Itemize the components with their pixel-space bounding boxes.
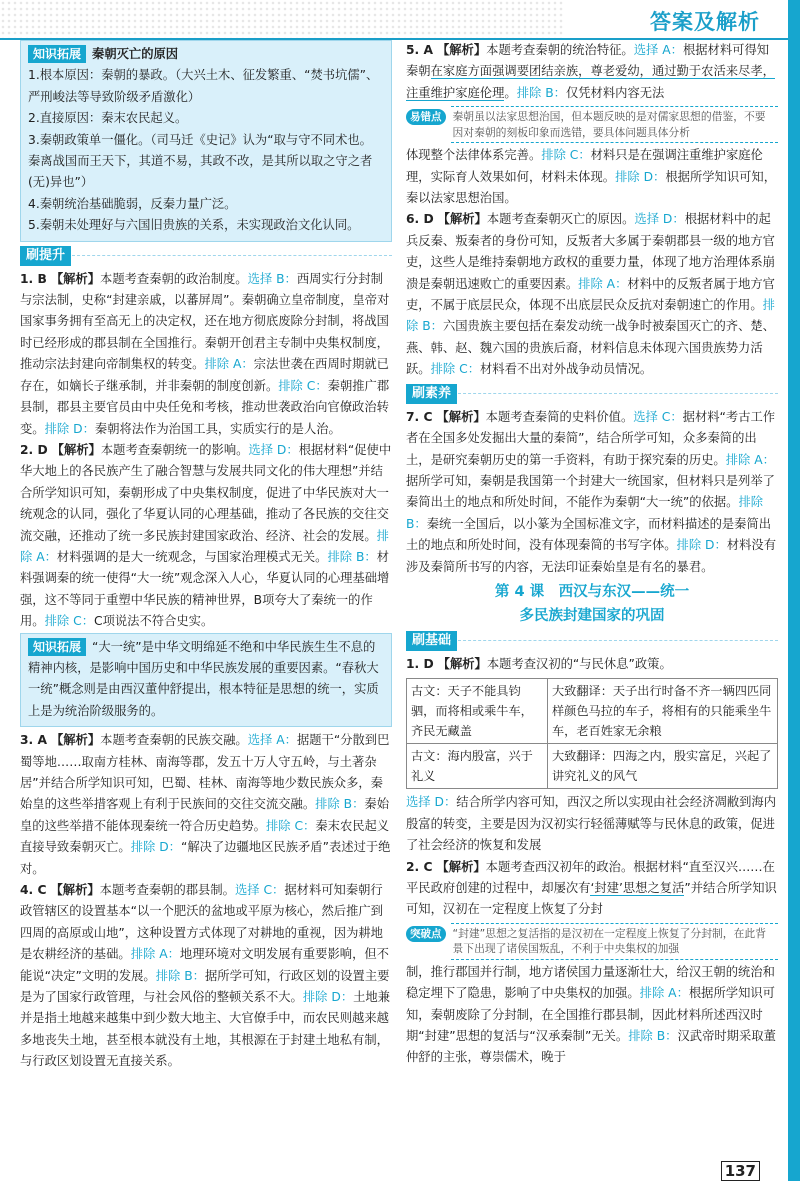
knowledge-title: 秦朝灭亡的原因 (92, 47, 179, 61)
answer-r1-cont: 选择 D：结合所学内容可知，西汉之所以实现由社会经济凋敝到海内殷富的转变，主要是因为汉初实行轻徭薄赋等与民休息的政策，促进了社会经济的恢复和发展 (406, 795, 777, 853)
knowledge-item: 4.秦朝统治基础脆弱，反秦力量广泛。 (28, 196, 237, 211)
knowledge-text: “大一统”是中华文明绵延不绝和中华民族生生不息的精神内核，是影响中国历史和中华民族发展的重要因素。“春秋大一统”概念则是由西汉董仲舒提出，根本特征是思想的统一，实质上是为统治阶级服务的。 (28, 639, 379, 718)
knowledge-tag: 知识拓展 (28, 45, 86, 63)
tip-badge: 易错点 (406, 109, 446, 125)
knowledge-item: 5.秦朝未处理好与六国旧贵族的关系，未实现政治文化认同。 (28, 218, 360, 233)
knowledge-box-unity (20, 633, 392, 728)
answer-r2-cont: 制，推行郡国并行制，地方诸侯国力量逐渐壮大，给汉王朝的统治和稳定埋下了隐患，影响了中央集权的加强。排除 A：根据所学知识可知，秦朝废除了分封制，在全国推行郡县制，因此材料所述西汉时期“封建”思想的复活与“汉承秦制”无关。排除 B：汉武帝时期采取董仲舒的主张，尊崇儒术，晚于 (406, 964, 776, 1065)
answer-3: 3. A 【解析】本题考查秦朝的民族交融。选择 A：据题干“分散到巴蜀等地……取南方桂林、南海等郡，发五十万人守五岭，与土著杂居”并结合所学知识可知，巴蜀、桂林、南海等地少数民族众多，秦始皇的这些举措客观上有利于民族间的交往交流交融。排除 B：秦始皇的这些举措不能体现秦统一符合历史趋势。排除 C：秦末农民起义直接导致秦朝灭亡。排除 D：“解决了边疆地区民族矛盾”表述过于绝对。 (20, 733, 391, 876)
tip-error-prone (406, 106, 778, 143)
knowledge-tag: 知识拓展 (28, 638, 86, 656)
tip-text: “封建”思想之复活指的是汉初在一定程度上恢复了分封制，在此背景下出现了诸侯国叛乱，不利于中央集权的加强 (451, 923, 779, 960)
knowledge-item: 3.秦朝政策单一僵化。（司马迁《史记》认为“取与守不同术也。秦离战国而王天下，其道不易，其政不改，是其所以取之守之者(无)异也”） (28, 132, 373, 190)
section-heading-basic: 刷基础 (406, 630, 778, 652)
section-heading-improve: 刷提升 (20, 245, 392, 267)
side-color-bar (788, 0, 800, 1181)
answer-r2: 2. C 【解析】本题考查西汉初年的政治。根据材料“直至汉兴……在平民政府创建的过程中，却屡次有‘封建’思想之复活”并结合所学知识可知，汉初在一定程度上恢复了分封 (406, 859, 777, 917)
lesson-title: 第 4 课 西汉与东汉——统一 多民族封建国家的巩固 (494, 583, 690, 624)
knowledge-item: 2.直接原因：秦末农民起义。 (28, 111, 188, 126)
answer-5-cont: 体现整个法律体系完善。排除 C：材料只是在强调注重维护家庭伦理，实际育人效果如何，材料未体现。排除 D：根据所学知识可知，秦以法家思想治国。 (406, 148, 777, 206)
left-column (20, 40, 392, 1073)
answer-5: 5. A 【解析】本题考查秦朝的统治特征。选择 A：根据材料可得知秦朝在家庭方面强调要团结亲族，尊老爱幼，通过勤于农活来尽孝，注重维护家庭伦理。排除 B：仅凭材料内容无法 (406, 43, 775, 100)
table-cell: 大致翻译：四海之内，殷实富足，兴起了讲究礼义的风气 (547, 744, 777, 789)
tip-breakthrough (406, 923, 778, 960)
table-row (407, 744, 778, 789)
header-dot-pattern (0, 0, 565, 40)
table-row (407, 679, 778, 744)
answer-r1: 1. D 【解析】本题考查汉初的“与民休息”政策。 (406, 656, 672, 671)
answer-1: 1. B 【解析】本题考查秦朝的政治制度。选择 B：西周实行分封制与宗法制，史称“封建亲戚，以蕃屏周”。秦朝确立皇帝制度，皇帝对国家事务拥有至高无上的决定权，还在地方彻底废除分封制，将战国时已经形成的郡县制在全国推行。秦朝开创君主专制中央集权制度，推动宗法封建向帝制集权的转变。排除 A：宗法世袭在西周时期就已存在，如嫡长子继承制，并非秦朝的制度创新。排除 C：秦朝推广郡县制，郡县主要官员由中央任免和考核，推动世袭政治向官僚政治转变。排除 D：秦朝将法作为治国工具，实质实行的是人治。 (20, 271, 390, 436)
table-cell: 古文：海内殷富，兴于礼义 (407, 744, 548, 789)
answer-6: 6. D 【解析】本题考查秦朝灭亡的原因。选择 D：根据材料中的起兵反秦、叛秦者的身份可知，反叛者大多属于秦朝郡县一级的地方官吏，这些人是维持秦朝地方政权的重要力量，体现了地方治理体系崩溃是秦朝迅速败亡的重要因素。排除 A：材料中的反叛者属于地方官吏，不属于底层民众，体现不出底层民众反抗对秦朝速亡的作用。排除 B：六国贵族主要包括在秦发动统一战争时被秦国灭亡的齐、楚、燕、韩、赵、魏六国的贵族后裔，材料信息未体现六国贵族势力活跃。排除 C：材料看不出对外战争动员情况。 (406, 212, 775, 377)
section-heading-literacy: 刷素养 (406, 383, 778, 405)
page-number: 137 (721, 1161, 760, 1181)
knowledge-item: 1.根本原因：秦朝的暴政。（大兴土木、征发繁重、“焚书坑儒”、严刑峻法等导致阶级矛盾激化） (28, 68, 379, 104)
tip-text: 秦朝虽以法家思想治国，但本题反映的是对儒家思想的借鉴，不要因对秦朝的刻板印象而选错，要具体问题具体分析 (451, 106, 779, 143)
answer-4: 4. C 【解析】本题考查秦朝的郡县制。选择 C：据材料可知秦朝行政管辖区的设置基本“以一个肥沃的盆地或平原为核心，然后推广到四周的高原或山地”，这种设置方式体现了对耕地的重视，因为耕地是农耕经济的基础。排除 A：地理环境对文明发展有重要影响，但不能说“决定”文明的发展。排除 B：据所学可知，行政区划的设置主要是为了国家行政管理，与社会风俗的整顿关系不大。排除 D：土地兼并是指土地越来越集中到少数大地主、大官僚手中，而农民则越来越多地丧失土地，甚至根本就没有土地，其根源在于封建土地私有制，与行政区划设置无直接关系。 (20, 883, 391, 1069)
header-title: 答案及解析 (650, 10, 760, 34)
table-cell: 古文：天子不能具钧驷，而将相或乘牛车，齐民无藏盖 (407, 679, 548, 744)
table-cell: 大致翻译：天子出行时备不齐一辆四匹同样颜色马拉的车子，将相有的只能乘坐牛车，老百姓家无余粮 (547, 679, 777, 744)
answer-7: 7. C 【解析】本题考查秦简的史料价值。选择 C：据材料“考古工作者在全国多处发掘出大量的秦简”，结合所学可知，众多秦简的出土，是研究秦朝历史的第一手资料，有助于探究秦的历史。排除 A：据所学可知，秦朝是我国第一个封建大一统国家，但材料只是列举了秦简出土的地点和所处时间，不能作为秦朝“大一统”的依据。排除 B：秦统一全国后，以小篆为全国标准文字，而材料描述的是秦简出土的地点和所处时间，没有体现秦简的书写字体。排除 D：材料没有涉及秦简所书写的内容，无法印证秦始皇是有名的暴君。 (406, 409, 777, 574)
knowledge-box-qin-fall (20, 40, 392, 242)
answer-2: 2. D 【解析】本题考查秦朝统一的影响。选择 D：根据材料“促使中华大地上的各民族产生了融合智慧与发展共同文化的伟大理想”并结合所学知识可知，秦朝形成了中央集权制度，促进了中华民族对大一统观念的认同，强化了华夏认同的心理基础，推动了各民族的交往交流交融，还推动了统一多民族封建国家政治、经济、社会的发展。排除 A：材料强调的是大一统观念，与国家治理模式无关。排除 B：材料强调秦的统一使得“大一统”观念深入人心，华夏认同的心理基础增强，这不等同于重塑中华民族的精神世界，B项夸大了秦统一的作用。排除 C：C项说法不符合史实。 (20, 442, 392, 629)
tip-badge: 突破点 (406, 926, 446, 942)
right-column (406, 40, 778, 1069)
page-header (0, 0, 800, 40)
translation-table (406, 678, 778, 789)
